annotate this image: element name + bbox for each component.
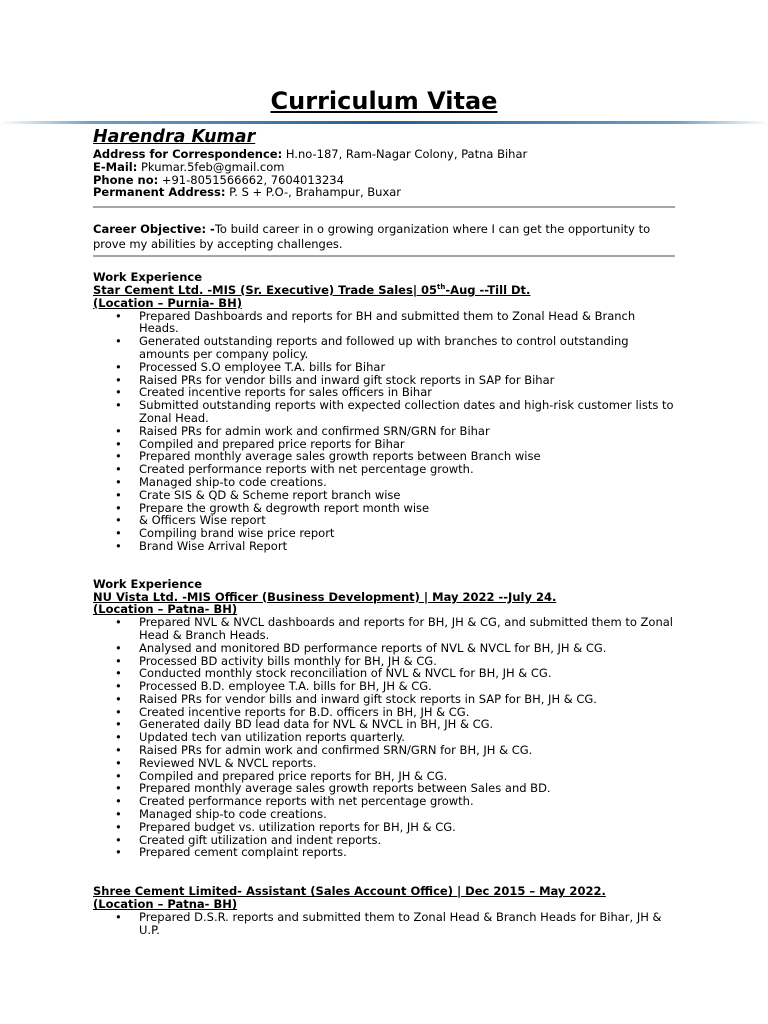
- bullet-icon: •: [115, 691, 122, 706]
- contact-value: Pkumar.5feb@gmail.com: [137, 159, 285, 174]
- bullet-icon: •: [115, 832, 122, 847]
- bullet-icon: •: [115, 755, 122, 770]
- bullet-icon: •: [115, 398, 122, 413]
- duty-text: Analysed and monitored BD performance reports of NVL & NVCL for BH, JH & CG.: [139, 640, 607, 655]
- duty-item: [115, 845, 675, 860]
- job-title-text-end: -Aug --Till Dt.: [445, 282, 531, 297]
- job-location: (Location – Purnia- BH): [93, 295, 242, 310]
- duty-text: Crate SIS & QD & Scheme report branch wise: [139, 487, 401, 502]
- duty-text: Created incentive reports for B.D. officers in BH, JH & CG.: [139, 704, 470, 719]
- bullet-icon: •: [115, 730, 122, 745]
- duty-text: Processed B.D. employee T.A. bills for BH, JH & CG.: [139, 679, 432, 694]
- objective-text: To build career in o growing organization where I can get the opportunity to prove my abilities by accepting challenges.: [93, 222, 651, 252]
- contact-value: H.no-187, Ram-Nagar Colony, Patna Bihar: [282, 147, 528, 161]
- duty-item: [115, 615, 675, 642]
- career-objective: [93, 222, 675, 252]
- duty-item: [115, 538, 675, 553]
- duty-text: Prepared Dashboards and reports for BH and submitted them to Zonal Head & Branch Heads.: [139, 308, 636, 336]
- bullet-icon: •: [115, 743, 122, 758]
- bullet-icon: •: [115, 704, 122, 719]
- duty-text: Raised PRs for vendor bills and inward gift stock reports in SAP for BH, JH & CG.: [139, 691, 597, 706]
- bullet-icon: •: [115, 372, 122, 387]
- contact-label: Address for Correspondence:: [93, 147, 283, 161]
- bullet-icon: •: [115, 500, 122, 515]
- candidate-name: Harendra Kumar: [93, 127, 256, 147]
- duty-text: Prepared monthly average sales growth reports between Branch wise: [139, 449, 541, 464]
- duty-text: Created performance reports with net percentage growth.: [139, 794, 474, 809]
- duty-text: Prepared cement complaint reports.: [139, 845, 347, 860]
- duty-text: Prepared NVL & NVCL dashboards and reports for BH, JH & CG, and submitted them to Zonal Head & Branch Heads.: [139, 615, 673, 642]
- duty-text: Created gift utilization and indent reports.: [139, 832, 382, 847]
- bullet-icon: •: [115, 909, 122, 924]
- job-location: (Location – Patna- BH): [93, 897, 238, 912]
- section-heading: Work Experience: [93, 576, 203, 591]
- job-duties: [93, 310, 675, 553]
- bullet-icon: •: [115, 679, 122, 694]
- duty-text: Prepared D.S.R. reports and submitted them to Zonal Head & Branch Heads for Bihar, JH & U.P.: [139, 909, 662, 937]
- bullet-icon: •: [115, 359, 122, 374]
- bullet-icon: •: [115, 487, 122, 502]
- duty-text: Generated outstanding reports and followed up with branches to control outstanding amounts per company policy.: [139, 334, 629, 361]
- contact-block: [93, 148, 675, 199]
- bullet-icon: •: [115, 640, 122, 655]
- duty-text: Prepared budget vs. utilization reports for BH, JH & CG.: [139, 819, 456, 834]
- contact-value: +91-8051566662, 7604013234: [158, 172, 344, 187]
- duty-text: Processed BD activity bills monthly for BH, JH & CG.: [139, 653, 437, 668]
- job-title-text: Star Cement Ltd. -MIS (Sr. Executive) Trade Sales| 05: [93, 282, 438, 297]
- duty-text: Created incentive reports for sales officers in Bihar: [139, 385, 432, 400]
- section-divider: [93, 206, 675, 208]
- job-title: Shree Cement Limited- Assistant (Sales Account Office) | Dec 2015 – May 2022.: [93, 884, 606, 899]
- contact-label: Permanent Address:: [93, 185, 226, 200]
- duty-text: Compiling brand wise price report: [139, 526, 335, 541]
- bullet-icon: •: [115, 462, 122, 477]
- duty-text: Raised PRs for admin work and confirmed SRN/GRN for Bihar: [139, 423, 490, 438]
- spacer: [93, 553, 675, 578]
- bullet-icon: •: [115, 768, 122, 783]
- bullet-icon: •: [115, 717, 122, 732]
- bullet-icon: •: [115, 423, 122, 438]
- spacer: [93, 859, 675, 885]
- duty-text: Brand Wise Arrival Report: [139, 538, 288, 553]
- job-shree-cement: [93, 885, 675, 936]
- job-star-cement: [93, 271, 675, 553]
- title-rule: [0, 121, 768, 124]
- bullet-icon: •: [115, 385, 122, 400]
- bullet-icon: •: [115, 334, 122, 349]
- duty-text: Managed ship-to code creations.: [139, 474, 327, 489]
- job-title: [93, 284, 675, 297]
- job-title: NU Vista Ltd. -MIS Officer (Business Development) | May 2022 --July 24.: [93, 589, 557, 604]
- bullet-icon: •: [115, 794, 122, 809]
- duty-text: Prepare the growth & degrowth report month wise: [139, 500, 430, 515]
- section-divider: [93, 255, 675, 257]
- objective-label: Career Objective: -: [93, 222, 215, 237]
- duty-item: [115, 909, 675, 937]
- bullet-icon: •: [115, 436, 122, 451]
- job-duties: [93, 911, 675, 937]
- duty-text: Submitted outstanding reports with expected collection dates and high-risk customer lists to Zonal Head.: [139, 398, 674, 425]
- duty-text: & Officers Wise report: [139, 513, 266, 528]
- duty-text: Compiled and prepared price reports for Bihar: [139, 436, 405, 451]
- duty-text: Conducted monthly stock reconciliation of NVL & NVCL for BH, JH & CG.: [139, 666, 552, 681]
- cv-content: [93, 127, 675, 936]
- bullet-icon: •: [115, 526, 122, 541]
- duty-item: [115, 308, 675, 336]
- duty-text: Generated daily BD lead data for NVL & NVCL in BH, JH & CG.: [139, 717, 494, 732]
- bullet-icon: •: [115, 474, 122, 489]
- bullet-icon: •: [115, 666, 122, 681]
- contact-label: E-Mail:: [93, 159, 138, 174]
- duty-text: Reviewed NVL & NVCL reports.: [139, 755, 317, 770]
- bullet-icon: •: [115, 781, 122, 796]
- section-heading: Work Experience: [93, 270, 203, 285]
- bullet-icon: •: [115, 653, 122, 668]
- bullet-icon: •: [115, 615, 122, 630]
- document-title: Curriculum Vitae: [270, 87, 498, 115]
- bullet-icon: •: [115, 845, 122, 860]
- duty-text: Raised PRs for vendor bills and inward gift stock reports in SAP for Bihar: [139, 372, 555, 387]
- job-location: (Location – Patna- BH): [93, 602, 238, 617]
- bullet-icon: •: [115, 308, 122, 323]
- contact-permanent-address: [93, 186, 675, 199]
- duty-item: [115, 334, 675, 361]
- duty-text: Processed S.O employee T.A. bills for Bihar: [139, 359, 386, 374]
- duty-text: Created performance reports with net percentage growth.: [139, 462, 474, 477]
- duty-item: [115, 398, 675, 425]
- bullet-icon: •: [115, 538, 122, 553]
- contact-value: P. S + P.O-, Brahampur, Buxar: [225, 185, 402, 200]
- duty-text: Raised PRs for admin work and confirmed SRN/GRN for BH, JH & CG.: [139, 743, 533, 758]
- duty-text: Prepared monthly average sales growth reports between Sales and BD.: [139, 781, 551, 796]
- duty-text: Managed ship-to code creations.: [139, 807, 327, 822]
- bullet-icon: •: [115, 449, 122, 464]
- contact-label: Phone no:: [93, 172, 159, 187]
- job-title-superscript: th: [437, 283, 446, 292]
- bullet-icon: •: [115, 819, 122, 834]
- bullet-icon: •: [115, 807, 122, 822]
- job-nu-vista: [93, 578, 675, 860]
- duty-text: Compiled and prepared price reports for BH, JH & CG.: [139, 768, 448, 783]
- bullet-icon: •: [115, 513, 122, 528]
- job-duties: [93, 616, 675, 859]
- duty-text: Updated tech van utilization reports quarterly.: [139, 730, 405, 745]
